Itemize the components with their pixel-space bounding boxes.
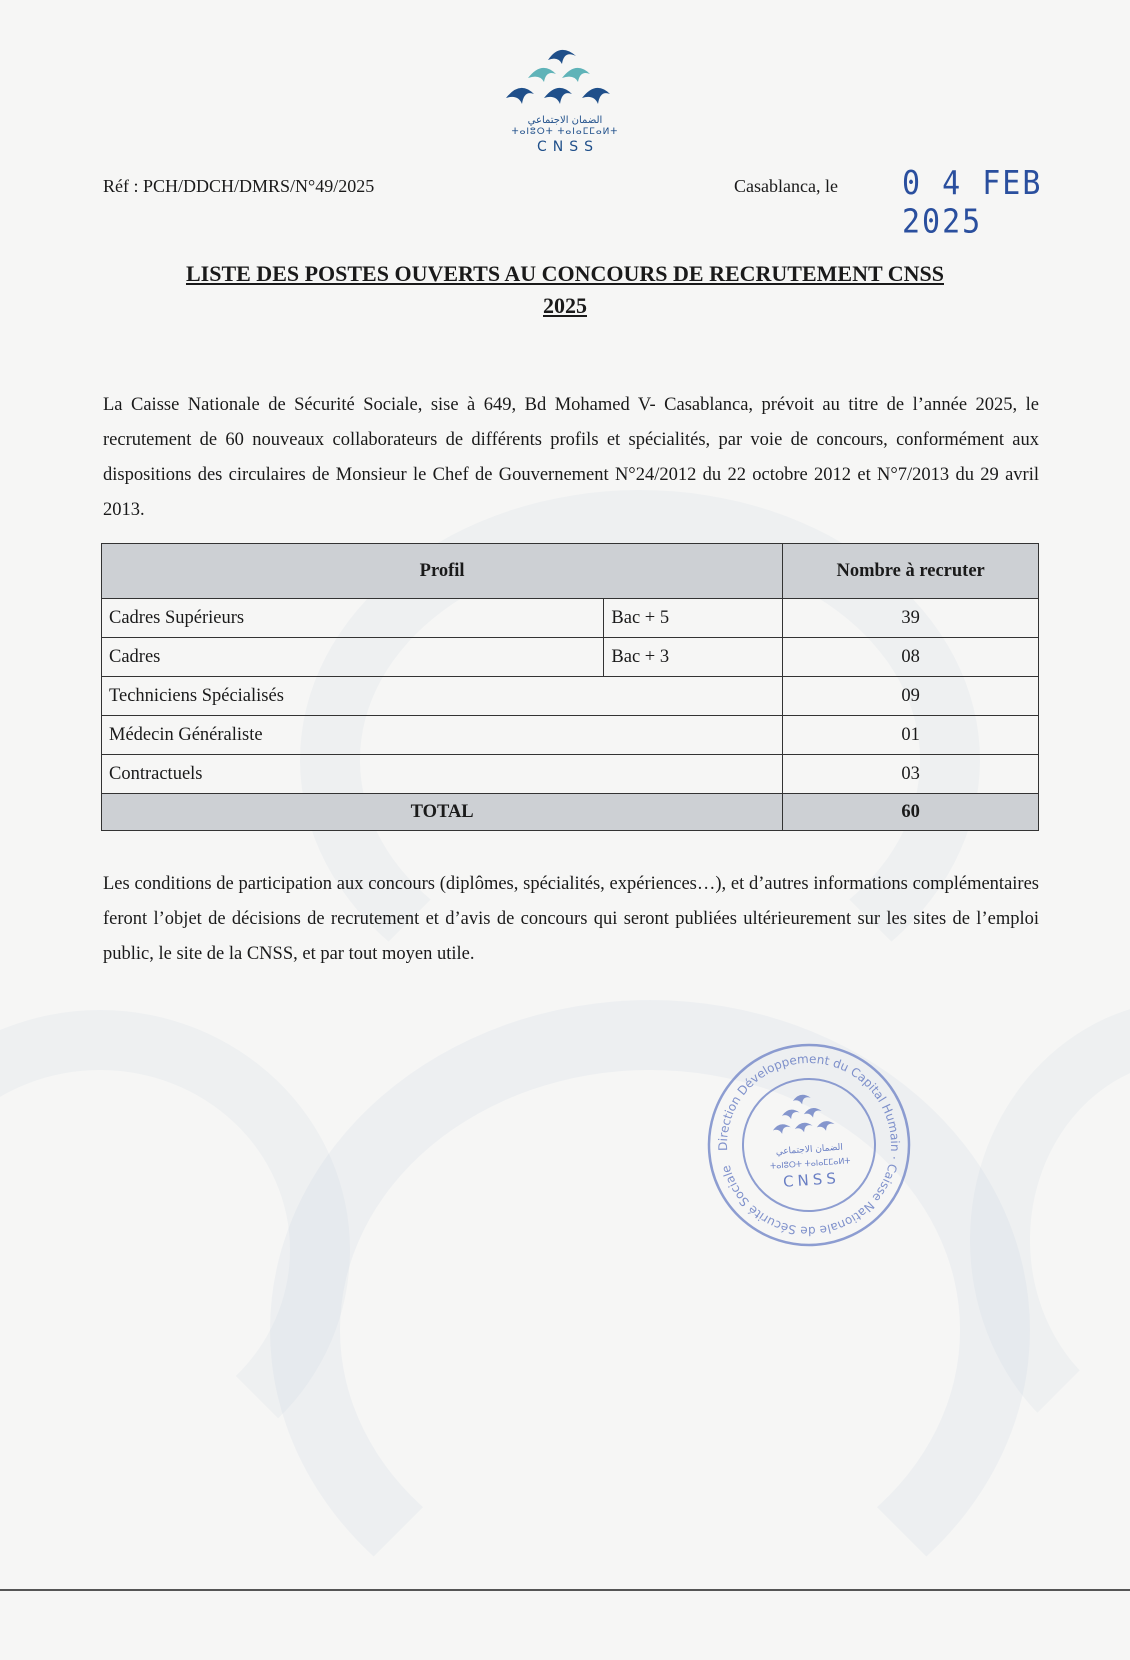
seal-ring-text: Direction Développement du Capital Humain · Caisse Nationale de Sécurité Sociale [715,1051,903,1239]
official-seal [697,1033,921,1257]
watermark-arc [0,1010,350,1490]
total-row [102,794,1039,831]
reference-number: Réf : PCH/DDCH/DMRS/N°49/2025 [103,176,375,196]
header-profile: Profil [102,544,783,599]
table-row [102,638,1039,677]
count-cell: 01 [783,716,1039,755]
logo-tifinagh-text: ⵜⴰⵏⵓⵔⵜ ⵜⴰⵏⴰⵎⵎⴰⵍⵜ [511,127,619,137]
table-row [102,599,1039,638]
header-count: Nombre à recruter [783,544,1039,599]
seal-tifinagh-text: ⵜⴰⵏⵓⵔⵜ ⵜⴰⵏⴰⵎⵎⴰⵍⵜ [769,1156,851,1171]
level-cell: Bac + 5 [604,599,783,638]
profile-cell: Contractuels [102,755,783,794]
table-header-row [102,544,1039,599]
count-cell: 08 [783,638,1039,677]
title-line-2: 2025 [543,293,587,318]
logo-cnss-text: CNSS [536,139,600,155]
count-cell: 09 [783,677,1039,716]
table-row [102,677,1039,716]
cnss-logo [500,42,630,172]
positions-table [101,543,1039,831]
profile-cell: Techniciens Spécialisés [102,677,783,716]
table-row [102,716,1039,755]
conditions-paragraph: Les conditions de participation aux concours (diplômes, spécialités, expériences…), et d’autres informations complémentaires feront l’objet de décisions de recrutement et d’avis de concours qui seront publiées ultérieurement sur les sites de l’emploi public, le site de la CNSS, et par tout moyen utile. [103,874,1039,964]
total-label: TOTAL [102,794,783,831]
table-row [102,755,1039,794]
total-value: 60 [783,794,1039,831]
profile-cell: Cadres Supérieurs [102,599,604,638]
level-cell: Bac + 3 [604,638,783,677]
date-stamp: 0 4 FEB 2025 [902,164,1043,242]
profile-cell: Médecin Généraliste [102,716,783,755]
place-label: Casablanca, le [734,176,838,196]
cnss-logo-icon [500,42,630,114]
profile-cell: Cadres [102,638,604,677]
seal-cnss-text: CNSS [782,1168,841,1191]
intro-paragraph: La Caisse Nationale de Sécurité Sociale, sise à 649, Bd Mohamed V- Casablanca, prévoit au titre de l’année 2025, le recrutement de 60 nouveaux collaborateurs de différents profils et spécialités, par voie de concours, conformément aux dispositions des circulaires de Monsieur le Chef de Gouvernement N°24/2012 du 22 octobre 2012 et N°7/2013 du 29 avril 2013. [103,395,1039,520]
count-cell: 39 [783,599,1039,638]
watermark-arc [270,1000,1030,1660]
page-edge-line [0,1589,1130,1591]
seal-icon [697,1033,921,1257]
document-title [100,258,1030,322]
count-cell: 03 [783,755,1039,794]
title-line-1: LISTE DES POSTES OUVERTS AU CONCOURS DE RECRUTEMENT CNSS [185,261,944,286]
seal-arabic-text: الضمان الاجتماعي [775,1142,844,1158]
watermark-arc [970,1000,1130,1480]
logo-arabic-text: الضمان الاجتماعي [527,115,603,126]
